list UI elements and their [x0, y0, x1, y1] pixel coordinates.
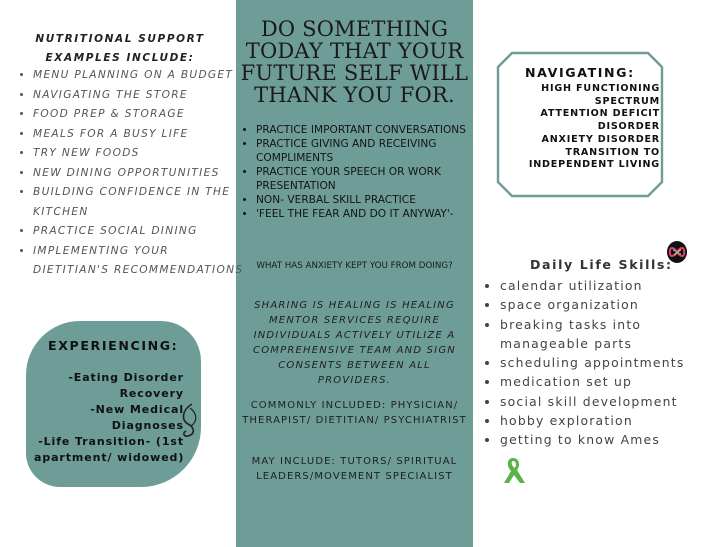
list-item: • PRACTICE IMPORTANT CONVERSATIONS: [256, 123, 482, 137]
list-item: • MEALS FOR A BUSY LIFE: [33, 125, 248, 145]
list-item: • 'FEEL THE FEAR AND DO IT ANYWAY'-: [256, 207, 482, 221]
practice-list: [244, 123, 482, 221]
nutritional-support-heading: NUTRITIONAL SUPPORT EXAMPLES INCLUDE:: [35, 33, 205, 64]
list-item: • calendar utilization: [500, 276, 708, 295]
list-item: • scheduling appointments: [500, 353, 708, 372]
list-item: • PRACTICE GIVING AND RECEIVING COMPLIMENTS: [256, 137, 482, 165]
list-item: Recovery: [119, 387, 184, 400]
list-item: • IMPLEMENTING YOUR DIETITIAN'S RECOMMENDATIONS: [33, 242, 248, 281]
swirl-icon: [178, 402, 200, 438]
nutritional-support-list: [18, 66, 248, 281]
list-item: TRANSITION TO: [565, 146, 660, 158]
list-item: • breaking tasks into manageable parts: [500, 315, 708, 354]
list-item: -Eating Disorder: [68, 371, 184, 384]
list-item: DISORDER: [597, 121, 660, 133]
may-include-text: MAY INCLUDE: TUTORS/ SPIRITUAL LEADERS/MOVEMENT SPECIALIST: [251, 456, 458, 482]
list-item: • medication set up: [500, 372, 708, 391]
list-item: INDEPENDENT LIVING: [528, 159, 660, 171]
daily-life-skills-list: [484, 276, 708, 450]
list-item: • NON- VERBAL SKILL PRACTICE: [256, 193, 482, 207]
center-title: DO SOMETHING TODAY THAT YOUR FUTURE SELF WILL THANK YOU FOR.: [240, 17, 469, 107]
list-item: ATTENTION DEFICIT: [540, 108, 660, 120]
green-ribbon-icon: [500, 456, 530, 486]
center-panel: [236, 0, 473, 547]
list-item: SPECTRUM: [594, 95, 660, 107]
navigating-list: [508, 83, 660, 172]
list-item: -Life Transition- (1st: [38, 435, 184, 448]
list-item: • FOOD PREP & STORAGE: [33, 105, 248, 125]
navigating-title: NAVIGATING:: [525, 65, 635, 80]
list-item: HIGH FUNCTIONING: [541, 83, 660, 94]
mentor-services-text: SHARING IS HEALING IS HEALING MENTOR SERVICES REQUIRE INDIVIDUALS ACTIVELY UTILIZE A COMPREHENSIVE TEAM AND SIGN CONSENTS BETWEEN ALL PROVIDERS.: [253, 300, 456, 386]
list-item: • PRACTICE YOUR SPEECH OR WORK PRESENTATION: [256, 165, 482, 193]
list-item: • BUILDING CONFIDENCE IN THE KITCHEN: [33, 183, 248, 222]
list-item: apartment/ widowed): [34, 451, 185, 464]
list-item: • PRACTICE SOCIAL DINING: [33, 222, 248, 242]
list-item: • hobby exploration: [500, 411, 708, 430]
experiencing-title: EXPERIENCING:: [48, 338, 179, 353]
list-item: -New Medical: [90, 403, 184, 416]
commonly-included-text: COMMONLY INCLUDED: PHYSICIAN/ THERAPIST/ DIETITIAN/ PSYCHIATRIST: [242, 400, 467, 426]
daily-life-skills-title: Daily Life Skills:: [530, 257, 673, 272]
list-item: • space organization: [500, 295, 708, 314]
list-item: • TRY NEW FOODS: [33, 144, 248, 164]
list-item: ANXIETY DISORDER: [541, 133, 660, 145]
list-item: • NAVIGATING THE STORE: [33, 86, 248, 106]
list-item: • social skill development: [500, 392, 708, 411]
list-item: Diagnoses: [111, 419, 184, 432]
list-item: • getting to know Ames: [500, 430, 708, 449]
anxiety-question: WHAT HAS ANXIETY KEPT YOU FROM DOING?: [256, 261, 453, 271]
list-item: • MENU PLANNING ON A BUDGET: [33, 66, 248, 86]
experiencing-list: [34, 370, 184, 466]
list-item: • NEW DINING OPPORTUNITIES: [33, 164, 248, 184]
